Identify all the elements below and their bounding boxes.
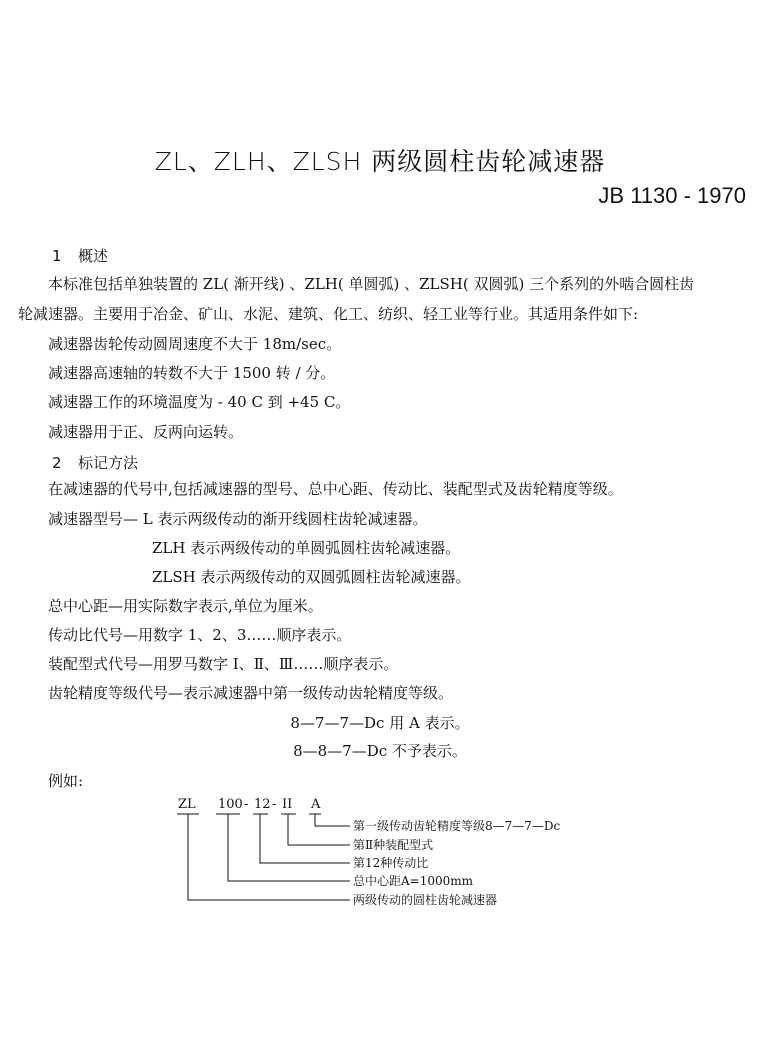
code-precision: A: [311, 797, 321, 812]
model-zlsh-line: ZLSH 表示两级传动的双圆弧圆柱齿轮减速器。: [152, 568, 471, 586]
section-1-condition-rpm: 减速器高速轴的转数不大于 1500 转 / 分。: [48, 364, 336, 382]
section-2-heading: [52, 452, 138, 473]
label-center-distance: 总中心距A=1000mm: [353, 874, 474, 888]
example-label: 例如:: [48, 772, 84, 790]
assembly-code-line: 装配型式代号—用罗马数字 Ⅰ、Ⅱ、Ⅲ……顺序表示。: [48, 655, 399, 673]
code-dash: -: [272, 797, 277, 812]
label-model: 两级传动的圆柱齿轮减速器: [353, 893, 498, 907]
leader-model: [188, 814, 350, 900]
page-title: ZL、ZLH、ZLSH 两级圆柱齿轮减速器: [154, 147, 606, 176]
section-1-condition-speed: 减速器齿轮传动圆周速度不大于 18m/sec。: [48, 335, 342, 353]
section-1-heading: [52, 245, 108, 266]
code-center-distance: 100: [218, 797, 243, 812]
precision-a-line: 8—7—7—Dc 用 A 表示。: [290, 714, 470, 732]
section-2-title: 标记方法: [78, 454, 139, 472]
leader-assembly: [288, 814, 350, 845]
section-1-condition-temperature: 减速器工作的环境温度为 - 40 C 到 +45 C。: [48, 393, 351, 411]
section-1-number: 1: [52, 247, 62, 265]
leader-ratio: [260, 814, 350, 863]
model-zlh-line: ZLH 表示两级传动的单圆弧圆柱齿轮减速器。: [152, 539, 461, 557]
leader-precision: [315, 814, 350, 826]
code-assembly: II: [282, 797, 293, 812]
section-1-paragraph-line: 轮减速器。主要用于冶金、矿山、水泥、建筑、化工、纺织、轻工业等行业。其适用条件如下:: [18, 305, 639, 323]
leader-center-distance: [228, 814, 350, 881]
code-model: ZL: [178, 797, 196, 812]
section-1-paragraph-line: 本标准包括单独装置的 ZL( 渐开线) 、ZLH( 单圆弧) 、ZLSH( 双圆弧) 三个系列的外啮合圆柱齿: [48, 275, 695, 293]
section-1-condition-rotation: 减速器用于正、反两向运转。: [48, 423, 244, 441]
code-ratio: 12: [254, 797, 271, 812]
standard-number: JB 1130 - 1970: [598, 183, 746, 208]
label-ratio: 第12种传动比: [353, 856, 429, 870]
section-1-title: 概述: [78, 247, 109, 265]
precision-none-line: 8—8—7—Dc 不予表示。: [293, 742, 467, 760]
ratio-code-line: 传动比代号—用数字 1、2、3……顺序表示。: [48, 626, 352, 644]
label-assembly: 第Ⅱ种装配型式: [353, 838, 434, 852]
label-precision: 第一级传动齿轮精度等级8—7—7—Dc: [353, 819, 561, 833]
code-dash: -: [244, 797, 249, 812]
precision-code-line: 齿轮精度等级代号—表示减速器中第一级传动齿轮精度等级。: [48, 684, 454, 702]
center-distance-line: 总中心距—用实际数字表示,单位为厘米。: [48, 597, 323, 615]
section-2-number: 2: [52, 454, 62, 472]
model-zl-line: 减速器型号— L 表示两级传动的渐开线圆柱齿轮减速器。: [48, 510, 428, 528]
section-2-intro: 在减速器的代号中,包括减速器的型号、总中心距、传动比、装配型式及齿轮精度等级。: [48, 480, 623, 498]
